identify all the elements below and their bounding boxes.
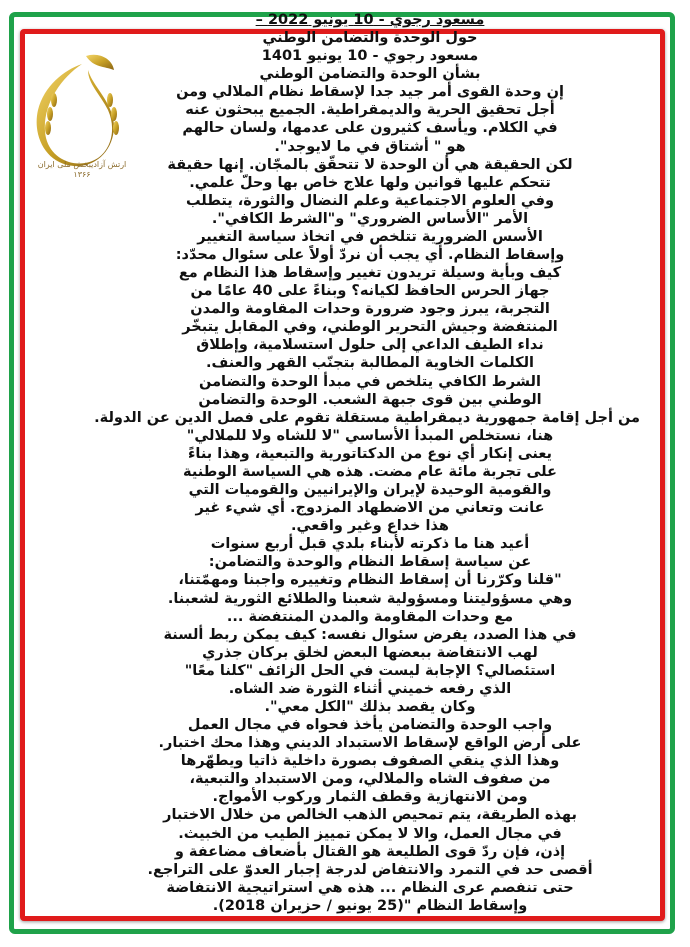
text-line: يعنى إنكار أي نوع من الدكتاتورية والتبعية، وهذا بناءً — [188, 445, 552, 462]
text-line: من أجل إقامة جمهورية ديمقراطية مستقلة تقوم على فصل الدين عن الدولة. — [94, 409, 640, 426]
text-line: لكن الحقيقة هي أن الوحدة لا تتحقّق بالمجّان. إنها حقيقة — [167, 156, 573, 173]
logo-year: ۱۳۶۶ — [73, 170, 91, 179]
text-line: هو " أشتاق في ما لايوجد". — [274, 138, 466, 155]
heading-line: حول الوحدة والتضامن الوطني — [262, 30, 478, 47]
text-line: عن سياسة إسقاط النظام والوحدة والتضامن: — [208, 554, 532, 571]
text-line: جهاز الحرس الحافظ لكيانه؟ وبناءً على 40 عامًا من — [190, 283, 550, 300]
text-line: الشرط الكافي يتلخص في مبدأ الوحدة والتضامن — [199, 373, 541, 390]
text-line: الأسس الضرورية تتلخص في اتخاذ سياسة التغيير — [197, 228, 543, 245]
text-line: أقصى حد في التمرد والانتفاض لدرجة إجبار العدوّ على التراجع. — [147, 861, 593, 878]
text-line: وإسقاط النظام. أي يجب أن نردّ أولاً على سئوال محدّد: — [175, 247, 565, 264]
article-body — [94, 11, 640, 915]
heading-line: مسعود رجوي - 10 يونيو 1401 — [261, 48, 479, 65]
text-line: ومن الانتهازية وقطف الثمار وركوب الأمواج. — [212, 789, 528, 806]
text-line: الذي رفعه خميني أثناء الثورة ضد الشاه. — [228, 680, 512, 697]
text-line: إن وحدة القوى أمر جيد جدا لإسقاط نظام الملالي ومن — [176, 84, 564, 101]
text-line: حتى تنفصم عرى النظام ... هذه هي استراتيجية الانتفاضة — [166, 879, 574, 896]
text-line: أعيد هنا ما ذكرته لأبناء بلدي قبل أربع سنوات — [210, 536, 530, 553]
text-line: نداء الطيف الداعي إلى حلول استسلامية، وإطلاق — [196, 337, 544, 354]
text-line: عانت وتعاني من الاضطهاد المزدوج. أي شيء غير — [195, 500, 545, 517]
text-line: بهذه الطريقة، يتم تمحيص الذهب الخالص من خلال الاختبار — [163, 807, 577, 824]
text-line: وكان يقصد بذلك "الكل معي". — [264, 698, 476, 715]
text-line: الأمر "الأساس الضروري" و"الشرط الكافي". — [211, 210, 529, 227]
text-line: التجربة، يبرز وجود ضرورة وحدات المقاومة والمدن — [190, 301, 550, 318]
text-line: في الكلام. ويأسف كثيرون على عدمها، ولسان حالهم — [182, 120, 558, 137]
text-line: على أرض الواقع لإسقاط الاستبداد الديني وهذا محك اختبار. — [158, 735, 582, 752]
text-line: وفي العلوم الاجتماعية وعلم النضال والثورة، يتطلب — [185, 192, 555, 209]
text-line: كيف وبأية وسيلة تريدون تغيير وإسقاط هذا النظام مع — [178, 265, 562, 282]
text-line: في مجال العمل، والا لا يمكن تمييز الطيب من الخبيث. — [178, 825, 562, 842]
text-line: "قلنا وكرّرنا أن إسقاط النظام وتغييره واجبنا ومهمّتنا، — [178, 572, 562, 589]
text-line: الكلمات الخاوية المطالبة بتجنّب القهر والعنف. — [206, 355, 534, 372]
heading-line: مسعود رجوي - 10 يونيو 2022 – — [255, 12, 485, 28]
text-line: هذا خداع وغير واقعي. — [291, 518, 449, 535]
text-line: إذن، فإن ردّ قوى الطليعة هو القتال بأضعاف مضاعفة و — [174, 843, 566, 860]
logo-caption-text: ارتش آزادیبخش ملی ایران — [37, 160, 127, 169]
text-line: مع وحدات المقاومة والمدن المنتفضة ... — [226, 608, 514, 625]
text-line: والقومية الوحيدة لإيران والإيرانيين والقوميات التي — [188, 482, 552, 499]
text-line: تتحكم عليها قوانين ولها علاج خاص بها وحلّ علمي. — [189, 174, 551, 191]
text-line: استئصالي؟ الإجابة ليست في الحل الزائف "كلنا معًا" — [184, 662, 556, 679]
text-line: في هذا الصدد، يفرض سئوال نفسه: كيف يمكن ربط ألسنة — [163, 626, 577, 643]
text-line: المنتفضة وجيش التحرير الوطني، وفي المقابل يتبخّر — [182, 319, 558, 336]
text-line: وإسقاط النظام "(25 يونيو / حزيران 2018). — [212, 897, 528, 914]
text-line: وهذا الذي ينقي الصفوف بصورة داخلية ذاتيا ويطهّرها — [180, 753, 560, 770]
text-line: أجل تحقيق الحرية والديمقراطية. الجميع يبحثون عنه — [185, 102, 555, 119]
text-line: هنا، نستخلص المبدأ الأساسي "لا للشاه ولا للملالي" — [186, 427, 554, 444]
text-line: واجب الوحدة والتضامن يأخذ فحواه في مجال العمل — [187, 717, 553, 734]
text-line: من صفوف الشاه والملالي، ومن الاستبداد والتبعية، — [189, 771, 551, 788]
text-line: الوطني بين قوى جبهة الشعب. الوحدة والتضامن — [198, 391, 542, 408]
text-line: على تجربة مائة عام مضت. هذه هي السياسة الوطنية — [183, 463, 557, 480]
heading-line: بشأن الوحدة والتضامن الوطني — [259, 66, 481, 83]
text-line: وهي مسؤوليتنا ومسؤولية شعبنا والطلائع الثورية لشعبنا. — [167, 590, 573, 607]
text-line: لهب الانتفاضة ببعضها البعض لخلق بركان جذري — [202, 644, 538, 661]
